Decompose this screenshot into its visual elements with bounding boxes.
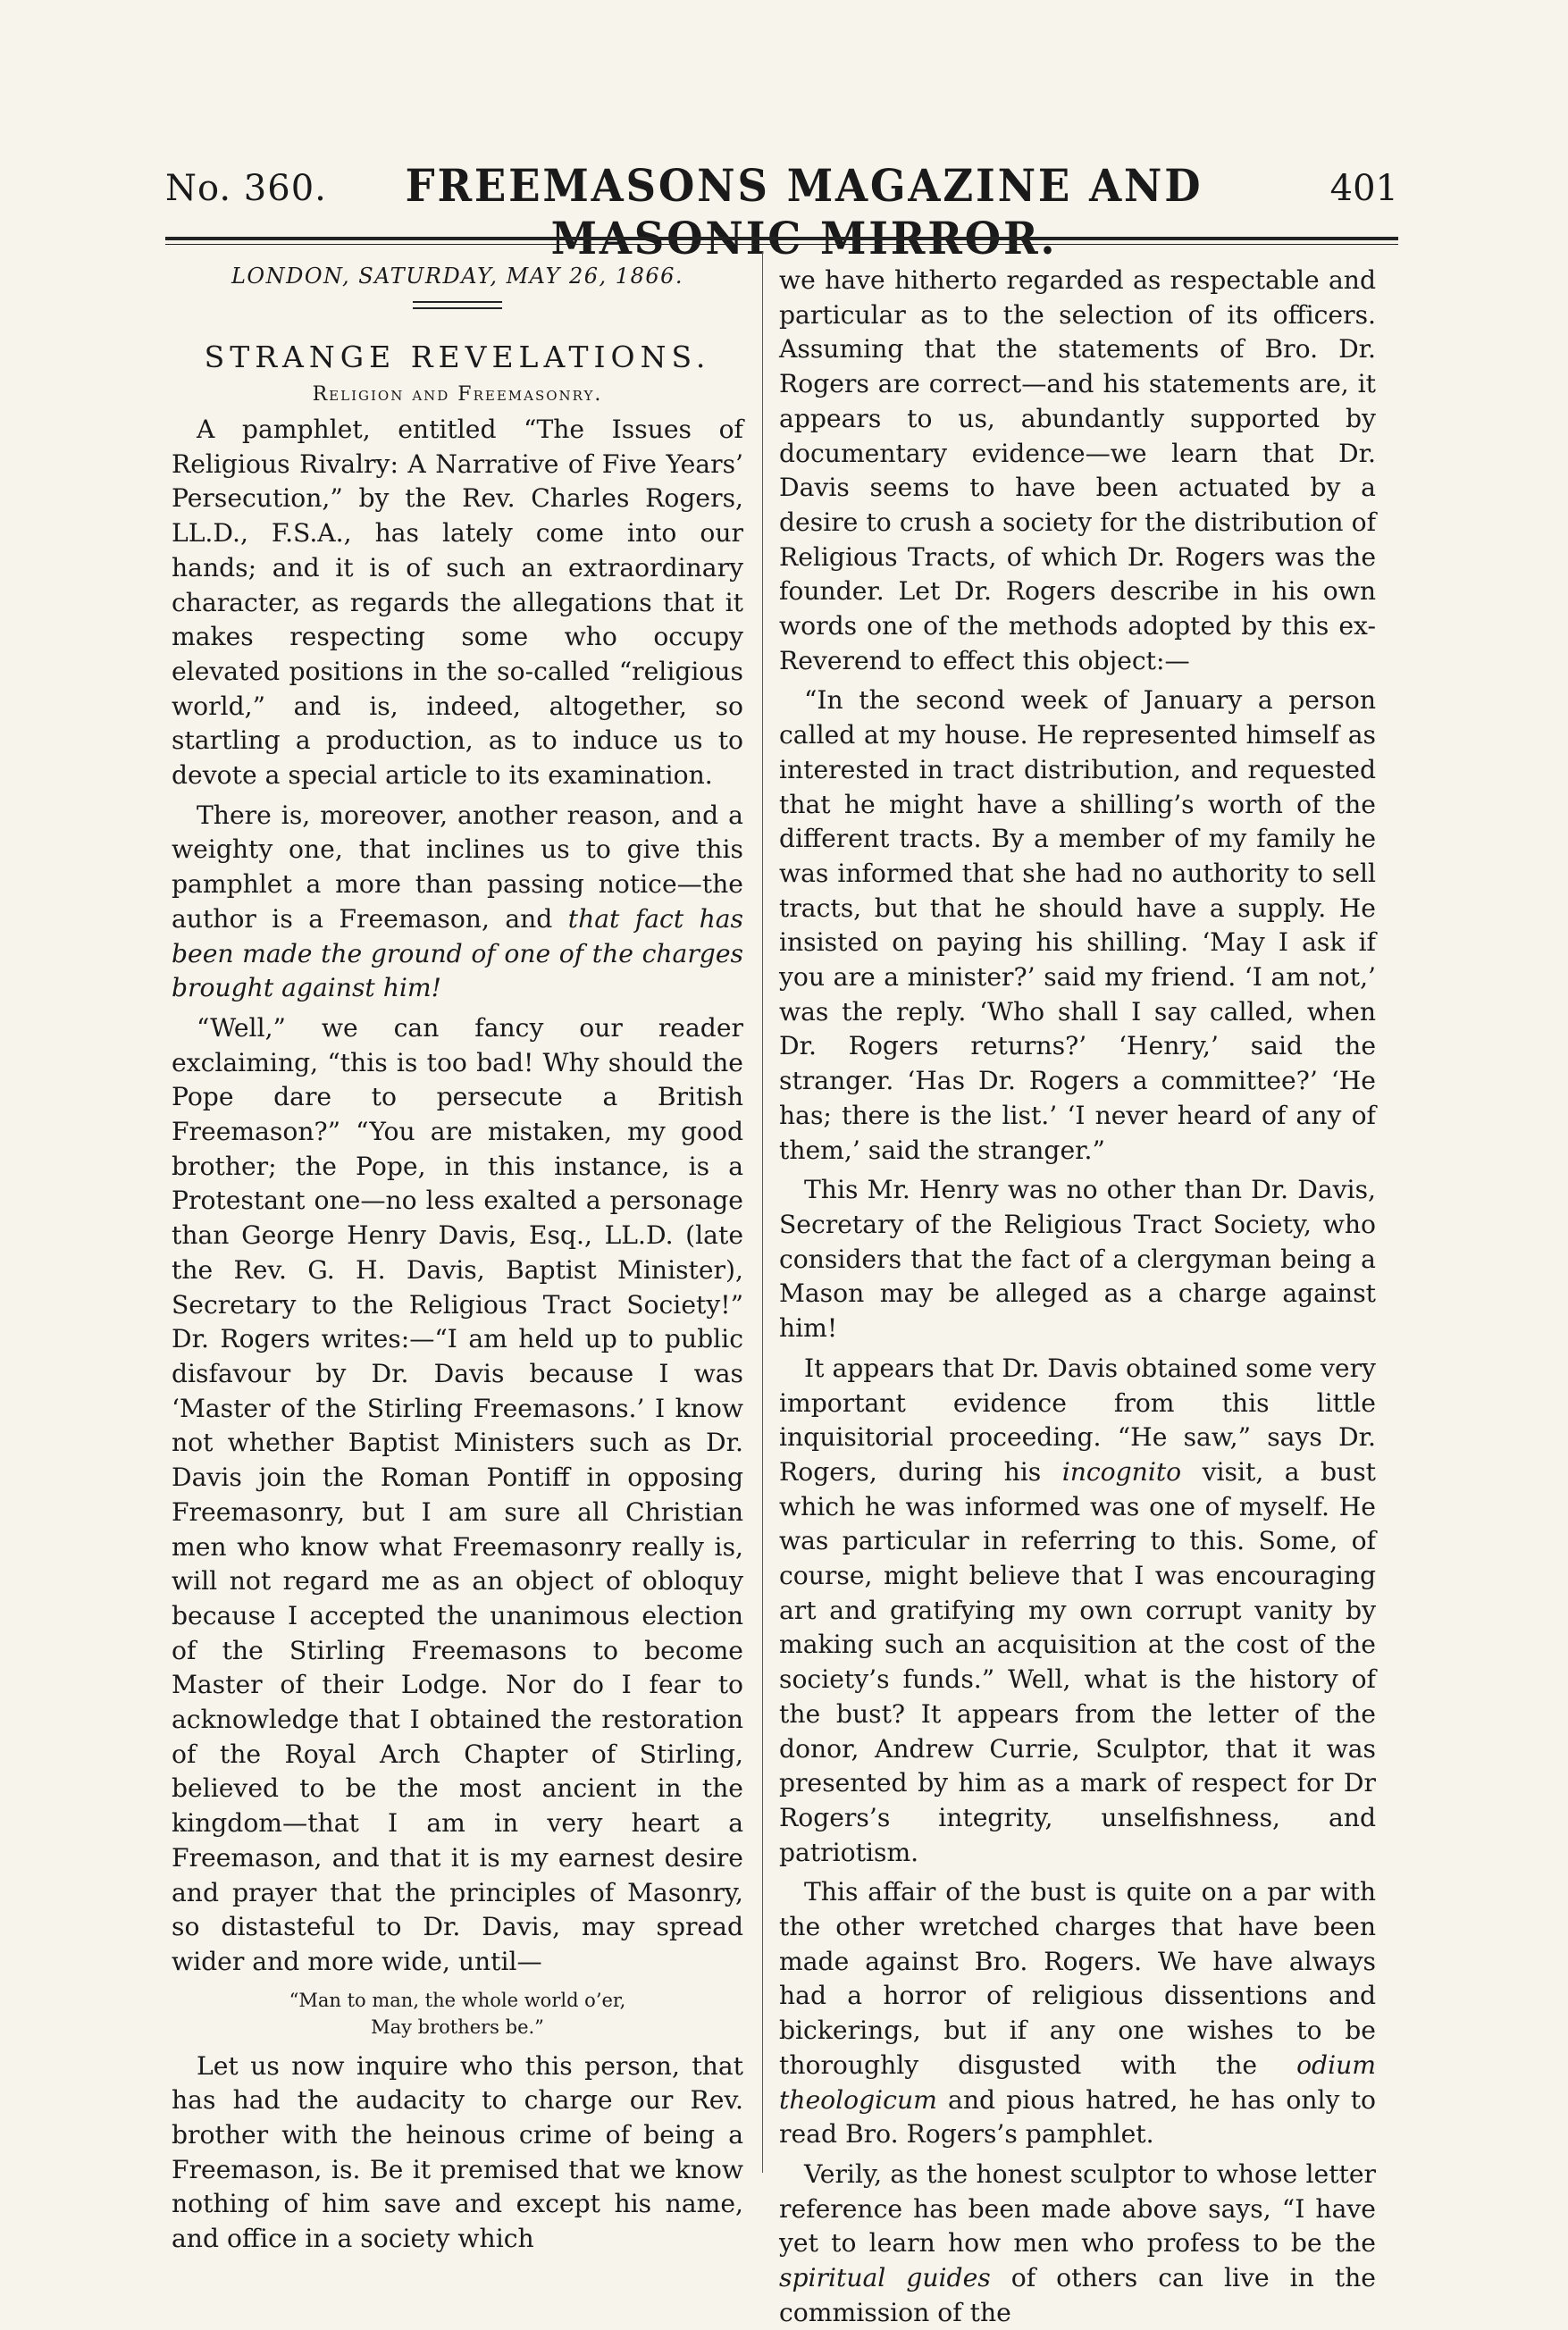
header-rule-thin: [165, 244, 1398, 245]
dateline-rule: [413, 301, 502, 309]
paragraph: we have hitherto regarded as respectable and particular as to the selection of its officers. Assuming that the statements of Bro. Dr. Rogers are correct—and his statements are, it appears to us, abundantly supported by documentary evidence—we learn that Dr. Davis seems to have been actuated by a desire to crush a society for the distribution of Religious Tracts, of which Dr. Rogers was the founder. Let Dr. Rogers describe in his own words one of the methods adopted by this ex-Reverend to effect this object:—: [779, 265, 1376, 675]
paragraph-italic-text: incognito: [1061, 1456, 1182, 1487]
paragraph-text: visit, a bust which he was informed was one of myself. He was particular in referring to this. Some, of course, might believe that I was encouraging art and gratifying my own corrupt vanity by making such an acquisition at the cost of the society’s funds.” Well, what is the history of the bust? It appears from the letter of the donor, Andrew Currie, Sculptor, that it was presented by him as a mark of respect for Dr Rogers’s integrity, unselfishness, and patriotism.: [779, 1456, 1376, 1867]
paragraph-text: Verily, as the honest sculptor to whose letter reference has been made above says, “I have yet to learn how men who profess to be the: [779, 2158, 1376, 2259]
paragraph-text: It appears that Dr. Davis obtained some very important evidence from this little inquisitorial proceeding. “He saw,” says Dr. Rogers, during his: [779, 1353, 1376, 1487]
dateline: LONDON, SATURDAY, MAY 26, 1866.: [231, 264, 684, 289]
paragraph-italic-text: odium theologicum: [779, 2049, 1376, 2115]
running-header: [165, 134, 1398, 223]
paragraph-text: This affair of the bust is quite on a par with the other wretched charges that have been made against Bro. Rogers. We have always had a horror of religious dissentions and bickerings, but if any one wishes to be thoroughly disgusted with the: [779, 1877, 1376, 2080]
left-column: [172, 264, 743, 2257]
paragraph-text: of others can live in the commission of the: [779, 2263, 1376, 2327]
paragraph-italic-text: spiritual guides: [779, 2263, 991, 2293]
right-column: [779, 264, 1376, 2330]
paragraph-text: There is, moreover, another reason, and a weighty one, that inclines us to give this pamphlet a more than passing notice—the author is a Freemason, and: [172, 800, 743, 934]
paragraph: [779, 1352, 1376, 1871]
magazine-title: FREEMASONS MAGAZINE AND: [405, 159, 1203, 212]
paragraph: “In the second week of January a person called at my house. He represented himself as interested in tract distribution, and requested that he might have a shilling’s worth of the different tracts. By a member of my family he was informed that she had no authority to sell tracts, but that he should have a supply. He insisted on paying his shilling. ‘May I ask if you are a minister?’ said my friend. ‘I am not,’ was the reply. ‘Who shall I say called, when Dr. Rogers returns?’ ‘Henry,’ said the stranger. ‘Has Dr. Rogers a committee?’ ‘He has; there is the list.’ ‘I never heard of any of them,’ said the stranger.”: [779, 685, 1376, 1165]
issue-number: No. 360.: [165, 168, 327, 209]
verse-line: May brothers be.”: [371, 2016, 544, 2038]
paragraph-text: and pious hatred, he has only to read Bro. Rogers’s pamphlet.: [779, 2084, 1376, 2150]
paragraph: Let us now inquire who this person, that has had the audacity to charge our Rev. brother with the heinous crime of being a Freemason, is. Be it premised that we know nothing of him save and except his name, and office in a society which: [172, 2050, 743, 2254]
verse-line: “Man to man, the whole world o’er,: [289, 1989, 626, 2011]
page-number: 401: [1329, 168, 1398, 209]
paragraph: “Well,” we can fancy our reader exclaiming, “this is too bad! Why should the Pope dare to persecute a British Freemason?” “You are mistaken, my good brother; the Pope, in this instance, is a Protestant one—no less exalted a personage than George Henry Davis, Esq., LL.D. (late the Rev. G. H. Davis, Baptist Minister), Secretary to the Religious Tract Society!” Dr. Rogers writes:—“I am held up to public disfavour by Dr. Davis because I was ‘Master of the Stirling Freemasons.’ I know not whether Baptist Ministers such as Dr. Davis join the Roman Pontiff in opposing Freemasonry, but I am sure all Christian men who know what Freemasonry really is, will not regard me as an object of obloquy because I accepted the unanimous election of the Stirling Freemasons to become Master of their Lodge. Nor do I fear to acknowledge that I obtained the restoration of the Royal Arch Chapter of Stirling, believed to be the most ancient in the kingdom—that I am in very heart a Freemason, and that it is my earnest desire and prayer that the principles of Masonry, so distasteful to Dr. Davis, may spread wider and more wide, until—: [172, 1012, 743, 1976]
article-subhead: Religion and Freemasonry.: [312, 383, 603, 406]
paragraph: [779, 2158, 1376, 2330]
header-rule-thick: [165, 237, 1398, 240]
column-divider: [762, 252, 763, 2173]
paragraph-italic-text: that fact has been made the ground of one of the charges brought against him!: [172, 903, 743, 1003]
article-headline: STRANGE REVELATIONS.: [204, 339, 711, 374]
paragraph: [779, 1875, 1376, 2152]
paragraph: [172, 799, 743, 1006]
verse-quote: [172, 1987, 743, 2041]
paragraph: This Mr. Henry was no other than Dr. Davis, Secretary of the Religious Tract Society, who considers that the fact of a clergyman being a Mason may be alleged as a charge against him!: [779, 1175, 1376, 1344]
paragraph: A pamphlet, entitled “The Issues of Religious Rivalry: A Narrative of Five Years’ Persecution,” by the Rev. Charles Rogers, LL.D., F.S.A., has lately come into our hands; and it is of such an extraordinary character, as regards the allegations that it makes respecting some who occupy elevated positions in the so-called “religious world,” and is, indeed, altogether, so startling a production, as to induce us to devote a special article to its examination.: [172, 415, 743, 791]
